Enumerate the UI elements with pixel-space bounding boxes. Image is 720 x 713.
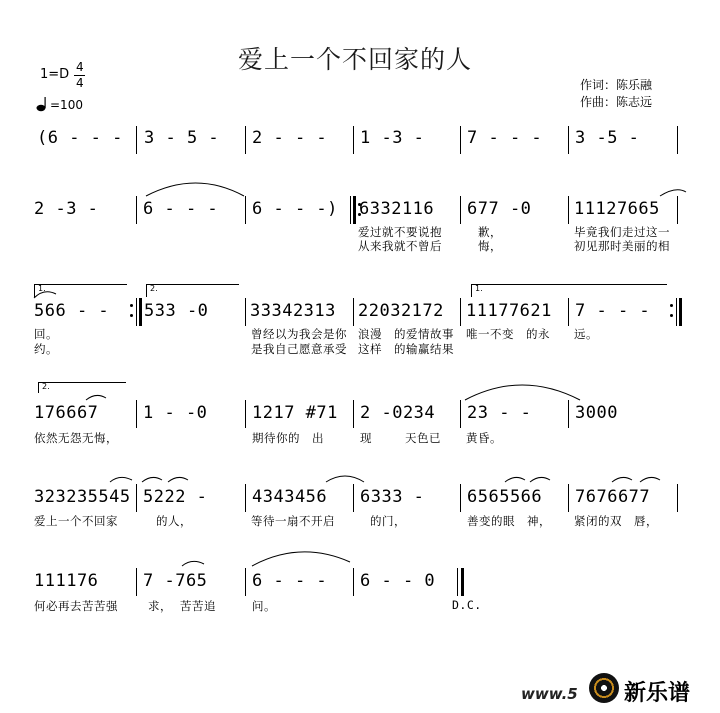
volta-number: 1. <box>475 284 483 293</box>
measure: 22032172 <box>358 301 444 321</box>
lyric-line-1: 曾经以为我会是你 <box>251 327 347 341</box>
lyric-line-1: 浪漫 的爱情故事 <box>358 327 454 341</box>
slur-arc <box>86 395 106 400</box>
lyric-line-1: 期待你的 出 <box>252 431 324 445</box>
slur-arc <box>660 190 686 196</box>
lyric-line-1: 现 <box>360 431 372 445</box>
slur-arc <box>326 476 364 482</box>
measure: 323235545 <box>34 487 131 507</box>
lyric-line-1: 依然无怨无悔， <box>34 431 118 445</box>
slur-arc <box>182 561 204 566</box>
composer-credit: 作曲：陈志远 <box>580 95 653 109</box>
measure: 6565566 <box>467 487 543 507</box>
measure: 176667 <box>34 403 99 423</box>
lyric-line-1: 爱过就不要说抱 <box>358 225 442 239</box>
measure: 7 - - - <box>575 301 651 321</box>
measure: 1217 #71 <box>252 403 338 423</box>
measure: 7676677 <box>575 487 651 507</box>
lyric-line-1: 的人， <box>156 514 192 528</box>
lyric-line-1: 苦苦追 <box>180 599 216 613</box>
measure: 3 - 5 - <box>144 128 220 148</box>
lyric-line-1: 何必再去苦苦强 <box>34 599 118 613</box>
lyricist-credit: 作词：陈乐融 <box>580 78 653 92</box>
lyric-line-2: 从来我就不曾后 <box>358 239 442 253</box>
lyric-line-2: 初见那时美丽的相 <box>574 239 670 253</box>
lyric-line-1: 远。 <box>574 327 598 341</box>
measure: 677 -0 <box>467 199 532 219</box>
measure: 5222 - <box>143 487 208 507</box>
lyric-line-2: 约。 <box>34 342 58 356</box>
measure: 4343456 <box>252 487 328 507</box>
measure: 11127665 <box>574 199 660 219</box>
lyric-line-1: 唯一不变 的永 <box>466 327 550 341</box>
tempo-marking: =100 <box>50 98 83 112</box>
lyric-line-1: 的门， <box>370 514 406 528</box>
measure: 6333 - <box>360 487 425 507</box>
lyric-line-1: 爱上一个不回家 <box>34 514 118 528</box>
measure: 1 - -0 <box>143 403 208 423</box>
watermark-text: www.5 <box>521 685 578 703</box>
key-signature: 1=D <box>40 67 70 82</box>
time-signature-bottom: 4 <box>76 76 84 90</box>
slur-arc <box>505 477 525 482</box>
volta-number: 1. <box>38 284 46 293</box>
slur-arc <box>530 477 550 482</box>
da-capo-marking: D.C. <box>452 598 482 612</box>
lyric-line-1: 等待一扇不开启 <box>251 514 335 528</box>
music-disc-icon <box>589 673 619 703</box>
lyric-line-1: 黄昏。 <box>466 431 502 445</box>
measure: (6 - - - <box>37 128 123 148</box>
measure: 566 - - <box>34 301 110 321</box>
lyric-line-1: 问。 <box>252 599 276 613</box>
measure: 23 - - <box>467 403 532 423</box>
measure: 6 - - - <box>143 199 219 219</box>
measure: 2 - - - <box>252 128 328 148</box>
measure: 6 - - -) <box>252 199 338 219</box>
page-title: 爱上一个不回家的人 <box>238 45 473 74</box>
measure: 1 -3 - <box>360 128 425 148</box>
measure: 533 -0 <box>144 301 209 321</box>
measure: 6 - - 0 <box>360 571 436 591</box>
tie-arc <box>465 385 580 400</box>
measure: 7 -765 <box>143 571 208 591</box>
volta-number: 2. <box>150 284 158 293</box>
measure: 3 -5 - <box>575 128 640 148</box>
slur-arc <box>168 477 188 482</box>
lyric-line-2: 是我自己愿意承受 <box>251 342 347 356</box>
slur-arc <box>110 477 132 482</box>
tie-arc <box>146 183 244 196</box>
slur-arc <box>612 477 632 482</box>
slur-arc <box>34 292 56 298</box>
site-logo-text: 新乐谱 <box>624 681 691 706</box>
measure: 6 - - - <box>252 571 328 591</box>
measure: 11177621 <box>466 301 552 321</box>
measure: 111176 <box>34 571 99 591</box>
tie-arc <box>252 552 350 566</box>
volta-number: 2. <box>42 382 50 391</box>
measure: 33342313 <box>250 301 336 321</box>
lyric-line-1: 紧闭的双 唇， <box>574 514 658 528</box>
lyric-line-1: 歉， <box>478 225 502 239</box>
measure: 6332116 <box>359 199 435 219</box>
lyric-line-2: 悔， <box>478 239 502 253</box>
lyric-line-1: 求， <box>148 599 172 613</box>
tie-arc <box>142 477 162 482</box>
measure: 7 - - - <box>467 128 543 148</box>
measure: 2 -0234 <box>360 403 436 423</box>
lyric-line-1: 回。 <box>34 327 58 341</box>
time-signature-top: 4 <box>76 60 84 74</box>
lyric-line-1: 毕竟我们走过这一 <box>574 225 670 239</box>
measure: 2 -3 - <box>34 199 99 219</box>
measure: 3000 <box>575 403 618 423</box>
slur-arc <box>640 477 660 482</box>
lyric-line-1: 天色已 <box>405 431 441 445</box>
lyric-line-1: 善变的眼 神， <box>467 514 551 528</box>
lyric-line-2: 这样 的输赢结果 <box>358 342 454 356</box>
